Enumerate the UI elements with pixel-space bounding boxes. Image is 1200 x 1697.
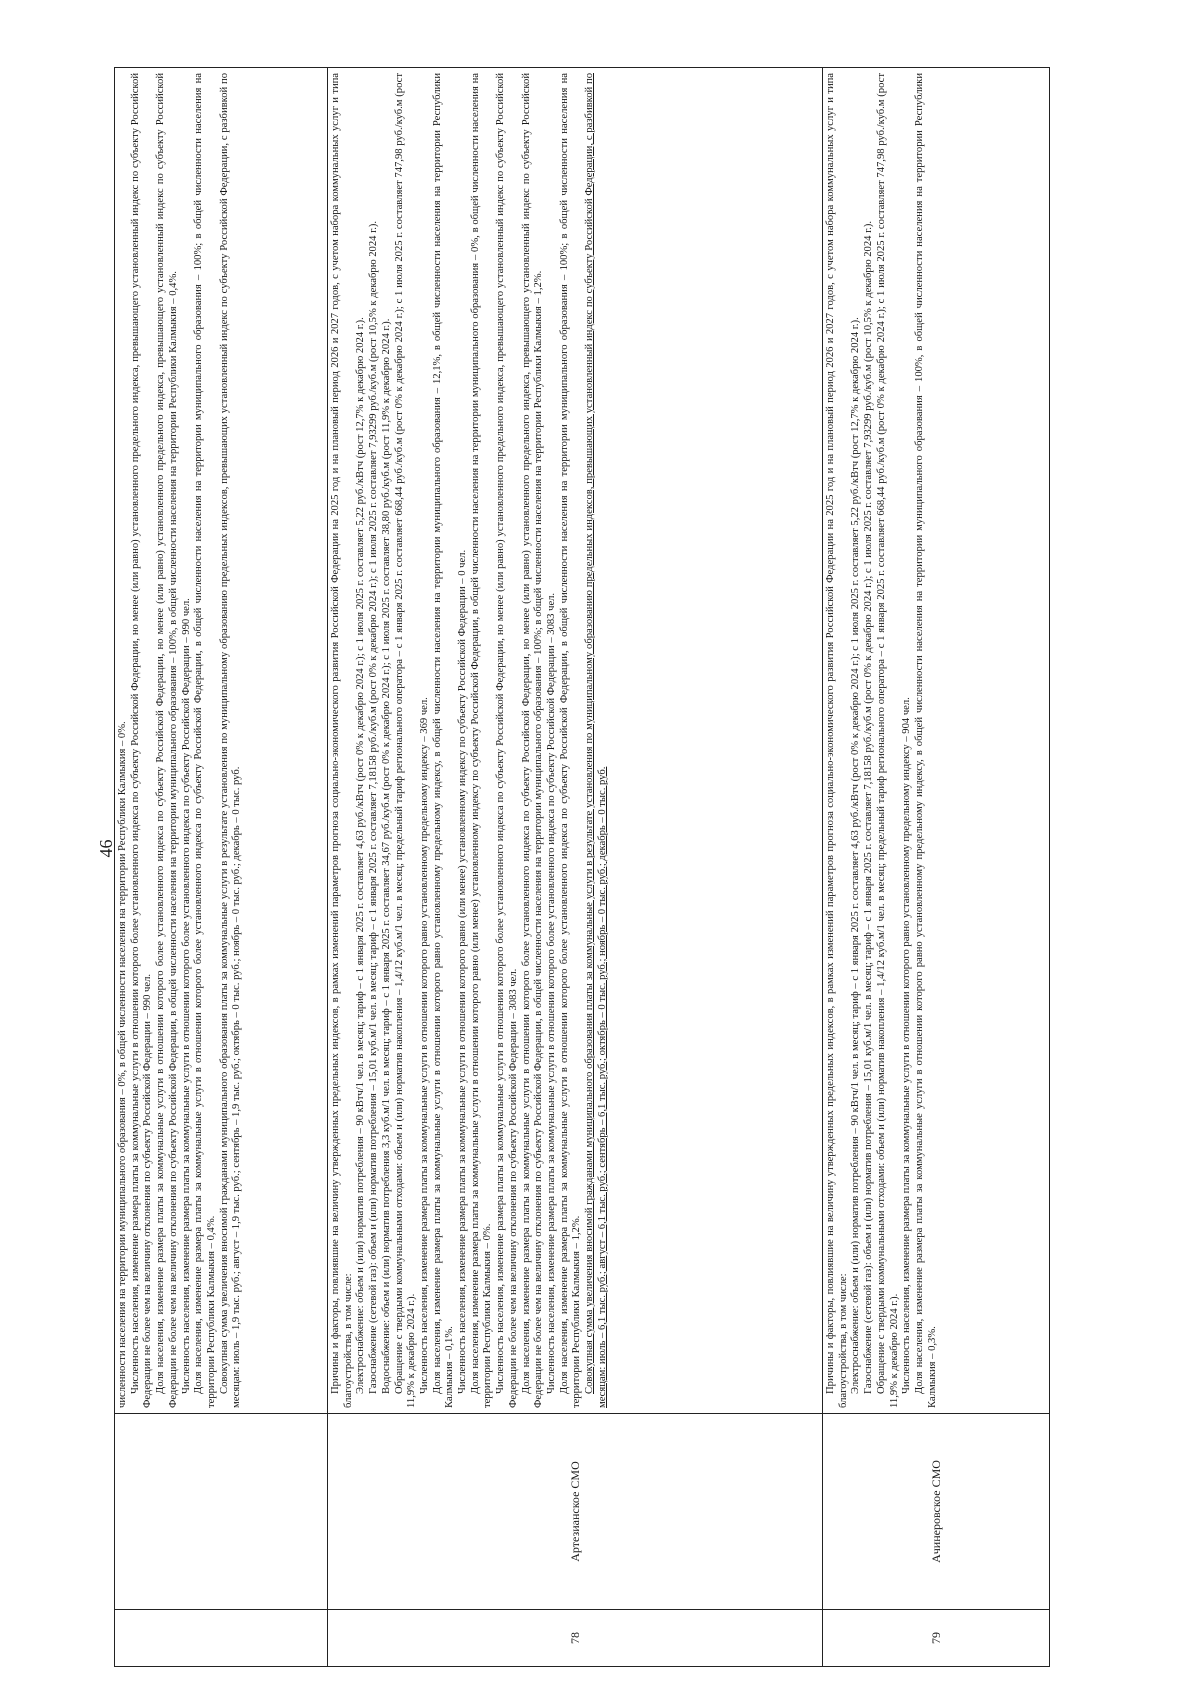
paragraph: Электроснабжение: объем и (или) норматив потребления – 90 кВтч/1 чел. в месяц; тариф – с 1 января 2025 г. составляет 4,63 руб./кВтч (рост 0% к декабрю 2024 г.); с 1 июля 2025 г. составляет 5,22 руб./кВтч (рост 12,7% к декабрю 2024 г.). [355,317,367,1394]
table-row [823,68,1050,1667]
paragraph: Численность населения, изменение размера платы за коммунальные услуги в отношении которого более установленного индекса по субъекту Российской Федерации, но менее (или равно) установленного предельного индекса, превышающего установленный индекс по субъекту Российской Федерации не более чем на величину отклонения по субъекту Российской Федерации – 3083 чел. [495,73,519,1408]
paragraph: Доля населения, изменение размера платы за коммунальные услуги в отношении которого более установленного индекса по субъекту Российской Федерации, но менее (или равно) установленного предельного индекса, превышающего установленный индекс по субъекту Российской Федерации не более чем на величину отклонения по субъекту Российской Федерации, в общей численности населения на территории муниципального образования – 100%; в общей численности населения на территории Республики Калмыкия – 1,2%. [520,73,545,1408]
municipalities-table [114,67,1050,1667]
paragraph: Доля населения, изменение размера платы за коммунальные услуги в отношении которого равно установленному предельному индексу, в общей численности населения на территории муниципального образования – 100%, в общей численности населения на территории Республики Калмыкия – 0,3%. [913,73,938,1408]
paragraph: Обращение с твердыми коммунальными отходами: объем и (или) норматив накопления – 1,4/12 куб.м/1 чел. в месяц; предельный тариф регионального оператора – с 1 января 2025 г. составляет 668,44 руб./куб.м (рост 0% к декабрю 2024 г.); с 1 июля 2025 г. составляет 747,98 руб./куб.м (рост 11,9% к декабрю 2024 г.). [875,73,900,1408]
paragraph: Численность населения, изменение размера платы за коммунальные услуги в отношении которого более установленного индекса по субъекту Российской Федерации, но менее (или равно) установленного предельного индекса, превышающего установленный индекс по субъекту Российской Федерации не более чем на величину отклонения по субъекту Российской Федерации – 990 чел. [129,73,154,1408]
row-description [328,68,823,1414]
table-row [115,68,328,1667]
paragraph: Численность населения, изменение размера платы за коммунальные услуги в отношении которого более установленного индекса по субъекту Российской Федерации – 990 чел. [180,598,192,1394]
paragraph: Электроснабжение: объем и (или) норматив потребления – 90 кВтч/1 чел. в месяц; тариф – с 1 января 2025 г. составляет 4,63 руб./кВтч (рост 0% к декабрю 2024 г.); с 1 июля 2025 г. составляет 5,22 руб./кВтч (рост 12,7% к декабрю 2024 г.). [850,317,862,1394]
table-row [328,68,823,1667]
row-description [823,68,1050,1414]
paragraph: численности населения на территории муниципального образования – 0%, в общей численности населения на территории Республики Калмыкия – 0%. [117,721,128,1408]
paragraph: Доля населения, изменение размера платы за коммунальные услуги в отношении которого равно (или менее) установленному индексу по субъекту Российской Федерации, в общей численности населения на территории муниципального образования – 0%, в общей численности населения на территории Республики Калмыкия – 0%. [469,73,494,1408]
paragraph: Доля населения, изменение размера платы за коммунальные услуги в отношении которого более установленного индекса по субъекту Российской Федерации, в общей численности населения на территории муниципального образования – 100%; в общей численности населения на территории Республики Калмыкия – 1,2%. [558,73,583,1408]
paragraph: Численность населения, изменение размера платы за коммунальные услуги в отношении которого равно установленному предельному индексу – 904 чел. [901,697,913,1394]
paragraph: Численность населения, изменение размера платы за коммунальные услуги в отношении которого равно (или менее) установленному индексу по субъекту Российской Федерации – 0 чел. [457,549,469,1394]
municipality-name: Ачинеровское СМО [823,1414,1050,1610]
paragraph: Численность населения, изменение размера платы за коммунальные услуги в отношении которого более установленного индекса по субъекту Российской Федерации – 3083 чел. [545,592,557,1394]
paragraph: Доля населения, изменение размера платы за коммунальные услуги в отношении которого более установленного индекса по субъекту Российской Федерации, но менее (или равно) установленного предельного индекса, превышающего установленный индекс по субъекту Российской Федерации не более чем на величину отклонения по субъекту Российской Федерации, в общей численности населения на территории муниципального образования – 100%, в общей численности населения на территории Республики Калмыкия – 0,4%. [155,73,179,1408]
municipality-name [115,1414,328,1610]
row-number: 78 [328,1610,823,1667]
page-number: 46 [96,839,116,858]
paragraph: Газоснабжение (сетевой газ): объем и (или) норматив потребления – 15,01 куб.м/1 чел. в месяц; тариф – с 1 января 2025 г. составляет 7,18158 руб./куб.м (рост 0% к декабрю 2024 г.); с 1 июля 2025 г. составляет 7,93299 руб./куб.м (рост 10,5% к декабрю 2024 г.). [368,220,380,1394]
row-number: 79 [823,1610,1050,1667]
paragraph: Совокупная сумма увеличения вносимой гражданами муниципального образования платы за коммунальные услуги в результате установления по муниципальному образованию предельных индексов, превышающих установленный индекс по субъекту Российской Федерации, с разбивкой по месяцам: июль – 6,1 тыс. руб.; август – 6,1 тыс. руб.; сентябрь – 6,1 тыс. руб.; октябрь – 0 тыс. руб.; ноябрь – 0 тыс. руб.; декабрь – 0 тыс. руб. [584,73,608,1408]
paragraph: Водоснабжение: объем и (или) норматив потребления 3,3 куб.м/1 чел. в месяц; тариф – с 1 января 2025 г. составляет 34,67 руб./куб.м (рост 0% к декабрю 2024 г.); с 1 июля 2025 г. составляет 38,80 руб./куб.м (рост 11,9% к декабрю 2024 г.). [380,318,392,1394]
paragraph: Доля населения, изменение размера платы за коммунальные услуги в отношении которого более установленного индекса по субъекту Российской Федерации, в общей численности населения на территории муниципального образования – 100%; в общей численности населения на территории Республики Калмыкия – 0,4%. [193,73,217,1408]
paragraph: Причины и факторы, повлиявшие на величину утвержденных предельных индексов, в рамках изменений параметров прогноза социально-экономического развития Российской Федерации на 2025 год и на плановый период 2026 и 2027 годов, с учетом набора коммунальных услуг и типа благоустройства, в том числе: [330,73,354,1408]
row-description [115,68,328,1414]
paragraph: Доля населения, изменение размера платы за коммунальные услуги в отношении которого равно установленному предельному индексу, в общей численности населения на территории муниципального образования – 12,1%, в общей численности населения на территории Республики Калмыкия – 0,1%. [431,73,456,1408]
row-number [115,1610,328,1667]
paragraph: Численность населения, изменение размера платы за коммунальные услуги в отношении которого равно установленному предельному индексу – 369 чел. [418,697,430,1394]
paragraph: Совокупная сумма увеличения вносимой гражданами муниципального образования платы за коммунальные услуги в результате установления по муниципальному образованию предельных индексов, превышающих установленный индекс по субъекту Российской Федерации, с разбивкой по месяцам: июль – 1,9 тыс. руб.; август – 1,9 тыс. руб.; сентябрь – 1,9 тыс. руб.; октябрь – 0 тыс. руб.; ноябрь – 0 тыс. руб.; декабрь – 0 тыс. руб. [218,73,243,1408]
paragraph: Обращение с твердыми коммунальными отходами: объем и (или) норматив накопления – 1,4/12 куб.м/1 чел. в месяц; предельный тариф регионального оператора – с 1 января 2025 г. составляет 668,44 руб./куб.м (рост 0% к декабрю 2024 г.); с 1 июля 2025 г. составляет 747,98 руб./куб.м (рост 11,9% к декабрю 2024 г.). [393,73,418,1408]
municipality-name: Артезианское СМО [328,1414,823,1610]
paragraph: Газоснабжение (сетевой газ): объем и (или) норматив потребления – 15,01 куб.м/1 чел. в месяц; тариф – с 1 января 2025 г. составляет 7,18158 руб./куб.м (рост 0% к декабрю 2024 г.); с 1 июля 2025 г. составляет 7,93299 руб./куб.м (рост 10,5% к декабрю 2024 г.). [863,220,875,1394]
paragraph: Причины и факторы, повлиявшие на величину утвержденных предельных индексов, в рамках изменений параметров прогноза социально-экономического развития Российской Федерации на 2025 год и на плановый период 2026 и 2027 годов, с учетом набора коммунальных услуг и типа благоустройства, в том числе: [825,73,849,1408]
